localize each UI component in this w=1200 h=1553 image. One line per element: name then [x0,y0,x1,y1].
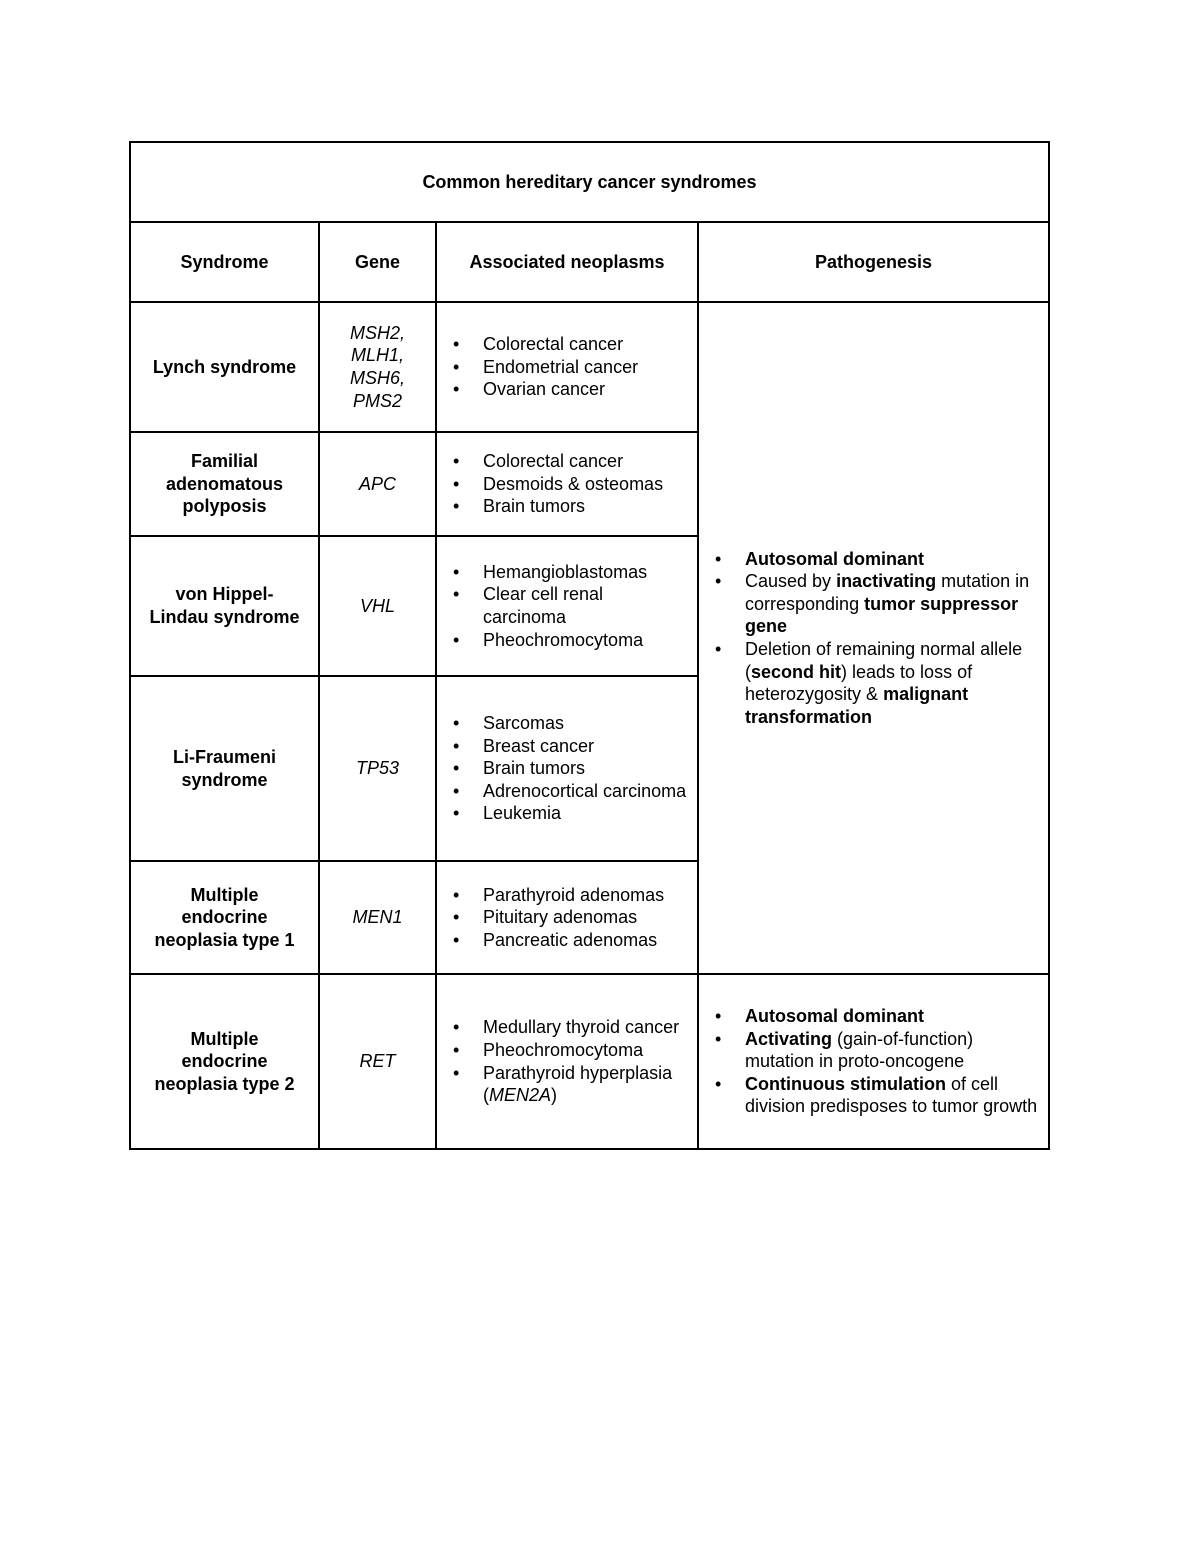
syndrome-line: Multiple [190,1028,259,1049]
pathogenesis-bold: tumor suppressor gene [745,593,1019,637]
neoplasms-cell [436,676,698,861]
gene-line: MSH2, [349,322,405,343]
gene-line: TP53 [355,758,400,779]
gene-line: VHL [359,595,395,616]
neoplasm-list [437,884,697,952]
neoplasm-list [437,712,697,825]
gene-line: RET [359,1051,396,1072]
neoplasm-item: • Adrenocortical carcinoma [483,780,687,803]
syndrome-cell [130,302,319,432]
header-neoplasms: Associated neoplasms [436,222,698,302]
gene-line: APC [358,473,396,494]
neoplasm-list [437,333,697,401]
neoplasm-item: • Pheochromocytoma [483,629,687,652]
neoplasm-item: • Hemangioblastomas [483,561,687,584]
neoplasm-item: • Pancreatic adenomas [483,929,687,952]
gene-cell [319,432,436,536]
table-row [130,302,1049,432]
neoplasm-list [437,1016,697,1106]
gene-cell [319,861,436,974]
syndrome-line: neoplasia type 1 [154,929,295,950]
neoplasm-item: • Brain tumors [483,757,687,780]
pathogenesis-text: of cell division predisposes to tumor growth [745,1073,1038,1117]
pathogenesis-text: Caused by [745,571,837,592]
syndrome-line: Lindau syndrome [149,607,300,627]
syndrome-cell [130,676,319,861]
neoplasm-item: • Sarcomas [483,712,687,735]
neoplasm-list [437,561,697,651]
neoplasm-item: • Leukemia [483,802,687,825]
neoplasm-item: • Breast cancer [483,735,687,758]
neoplasms-cell [436,861,698,974]
pathogenesis-text: ) leads to loss of heterozygosity & [745,661,973,705]
syndrome-line: Multiple [190,884,259,905]
pathogenesis-bold: inactivating [836,571,937,592]
header-gene: Gene [319,222,436,302]
gene-cell [319,974,436,1149]
gene-cell [319,536,436,676]
neoplasm-item: • Pheochromocytoma [483,1039,687,1062]
pathogenesis-list [699,548,1048,729]
oncogene-pathogenesis-cell [698,974,1049,1149]
pathogenesis-text: (gain-of-function) mutation in proto-oncogene [745,1028,974,1072]
neoplasm-item: • Endometrial cancer [483,356,687,379]
tumor-suppressor-pathogenesis-cell [698,302,1049,974]
neoplasm-item: • Parathyroid adenomas [483,884,687,907]
syndrome-line: von Hippel- [175,584,274,605]
neoplasm-item: • Colorectal cancer [483,333,687,356]
pathogenesis-text: mutation in corresponding [745,571,1030,614]
syndrome-line: Lynch syndrome [152,356,297,377]
pathogenesis-item [745,1005,1038,1028]
gene-line: MEN1 [352,907,403,928]
pathogenesis-item [745,1028,1038,1073]
neoplasm-item: • Pituitary adenomas [483,906,687,929]
syndrome-line: adenomatous [165,473,284,494]
header-pathogenesis: Pathogenesis [698,222,1049,302]
syndrome-line: endocrine [181,907,268,928]
syndrome-line: neoplasia type 2 [154,1073,295,1094]
gene-line: MSH6, [349,368,405,388]
header-syndrome: Syndrome [130,222,319,302]
syndrome-cell [130,536,319,676]
pathogenesis-bold: malignant transformation [745,684,969,727]
pathogenesis-bold: second hit [751,661,842,682]
neoplasm-item: • Ovarian cancer [483,378,687,401]
neoplasms-cell [436,302,698,432]
neoplasms-cell [436,432,698,536]
table-row [130,974,1049,1149]
syndrome-line: endocrine [181,1051,268,1072]
syndrome-line: Familial [190,451,259,472]
pathogenesis-item [745,570,1038,638]
neoplasm-item: • Medullary thyroid cancer [483,1016,687,1039]
syndrome-cell [130,861,319,974]
pathogenesis-item [745,638,1038,728]
gene-cell [319,302,436,432]
pathogenesis-bold: Autosomal dominant [745,548,924,569]
neoplasm-text: Parathyroid hyperplasia ( [483,1062,673,1106]
neoplasms-cell [436,974,698,1149]
neoplasm-text: ) [551,1085,558,1106]
neoplasm-item: • Desmoids & osteomas [483,473,687,496]
gene-line: PMS2 [352,390,403,411]
syndrome-line: polyposis [182,496,267,517]
syndrome-cell [130,432,319,536]
syndrome-line: Li-Fraumeni [172,746,276,767]
pathogenesis-bold: Activating [745,1028,833,1049]
neoplasm-item: • Colorectal cancer [483,450,687,473]
pathogenesis-bold: Continuous stimulation [745,1073,946,1094]
neoplasms-cell [436,536,698,676]
neoplasm-list [437,450,697,518]
neoplasm-item: • Brain tumors [483,495,687,518]
gene-line: MLH1, [350,345,404,366]
pathogenesis-bold: Autosomal dominant [745,1006,924,1027]
syndrome-cell [130,974,319,1149]
pathogenesis-list [699,1005,1048,1118]
pathogenesis-text: Deletion of remaining normal allele ( [745,639,1023,682]
gene-cell [319,676,436,861]
neoplasm-italic: MEN2A [489,1085,552,1106]
pathogenesis-item [745,1073,1038,1118]
hereditary-cancer-table [129,141,1050,1150]
neoplasm-item [483,1062,687,1107]
table-title: Common hereditary cancer syndromes [130,142,1049,222]
pathogenesis-item [745,548,1038,571]
neoplasm-item: • Clear cell renal carcinoma [483,583,687,628]
syndrome-line: syndrome [181,769,268,790]
